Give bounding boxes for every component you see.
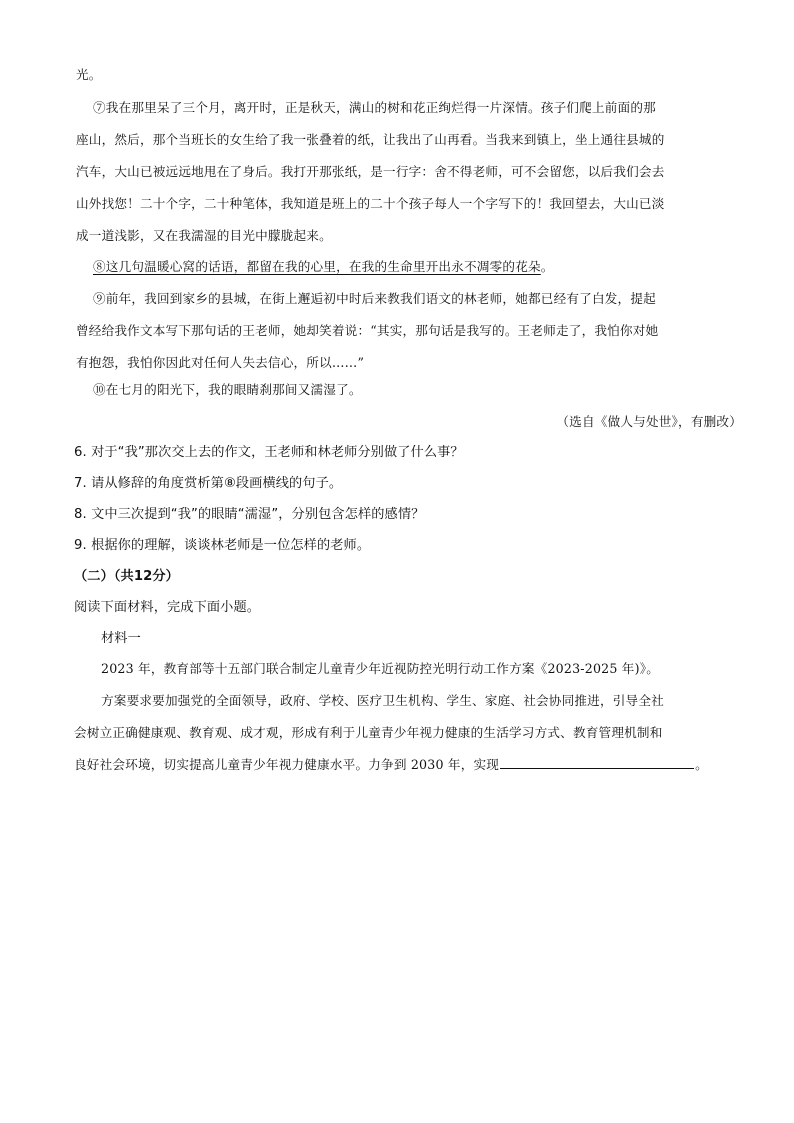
passage-tail-line: 光。 (76, 67, 102, 82)
section-heading: （二）（共12分） (74, 569, 179, 584)
underlined-sentence: ⑧这几句温暖心窝的话语，都留在我的心里，在我的生命里开出永不凋零的花朵 (93, 259, 541, 274)
material-line-4-text: 良好社会环境，切实提高儿童青少年视力健康水平。力争到 2030 年，实现 (74, 757, 500, 772)
paragraph-7-line-5: 成一道浅影，又在我濡湿的目光中朦胧起来。 (76, 228, 332, 243)
paragraph-7-line-1: ⑦我在那里呆了三个月，离开时，正是秋天，满山的树和花正绚烂得一片深情。孩子们爬上前面的那 (93, 100, 656, 115)
material-line-1: 2023 年，教育部等十五部门联合制定儿童青少年近视防控光明行动工作方案《2023-2025 年)》。 (101, 661, 660, 676)
material-line-4 (74, 756, 708, 774)
question-8: 8. 文中三次提到“我”的眼睛“濡湿”，分别包含怎样的感情？ (74, 507, 425, 522)
paragraph-7-line-3: 汽车，大山已被远远地甩在了身后。我打开那张纸，是一行字：舍不得老师，可不会留您，以后我们会去 (76, 164, 665, 179)
paragraph-10: ⑩在七月的阳光下，我的眼睛刹那间又濡湿了。 (93, 382, 362, 397)
source-citation: （选自《做人与处世》，有删改） (556, 414, 742, 429)
question-9: 9. 根据你的理解，谈谈林老师是一位怎样的老师。 (74, 538, 371, 553)
fill-in-blank[interactable] (500, 756, 694, 769)
material-line-2: 方案要求要加强党的全面领导，政府、学校、医疗卫生机构、学生、家庭、社会协同推进，引导全社 (101, 693, 664, 708)
paragraph-8-end: 。 (540, 259, 554, 274)
material-label: 材料一 (101, 631, 141, 646)
paragraph-7-line-4: 山外找您！二十个字，二十种笔体，我知道是班上的二十个孩子每人一个字写下的！我回望去，大山已淡 (76, 196, 665, 211)
question-7: 7. 请从修辞的角度赏析第⑧段画横线的句子。 (74, 476, 343, 491)
reading-instruction: 阅读下面材料，完成下面小题。 (74, 600, 261, 615)
material-line-3: 会树立正确健康观、教育观、成才观，形成有利于儿童青少年视力健康的生活学习方式、教育管理机制和 (74, 725, 663, 740)
paragraph-9-line-3: 有抱怨，我怕你因此对任何人失去信心，所以……” (76, 355, 365, 370)
question-6: 6. 对于“我”那次交上去的作文，王老师和林老师分别做了什么事？ (74, 445, 464, 460)
paragraph-7-line-2: 座山，然后，那个当班长的女生给了我一张叠着的纸，让我出了山再看。当我来到镇上，坐上通往县城的 (76, 132, 665, 147)
material-line-4-end: 。 (695, 757, 708, 772)
paragraph-9-line-1: ⑨前年，我回到家乡的县城，在街上邂逅初中时后来教我们语文的林老师，她都已经有了白发，提起 (93, 291, 656, 306)
paragraph-8 (93, 258, 554, 276)
paragraph-9-line-2: 曾经给我作文本写下那句话的王老师，她却笑着说：“其实，那句话是我写的。王老师走了，我怕你对她 (76, 323, 659, 338)
